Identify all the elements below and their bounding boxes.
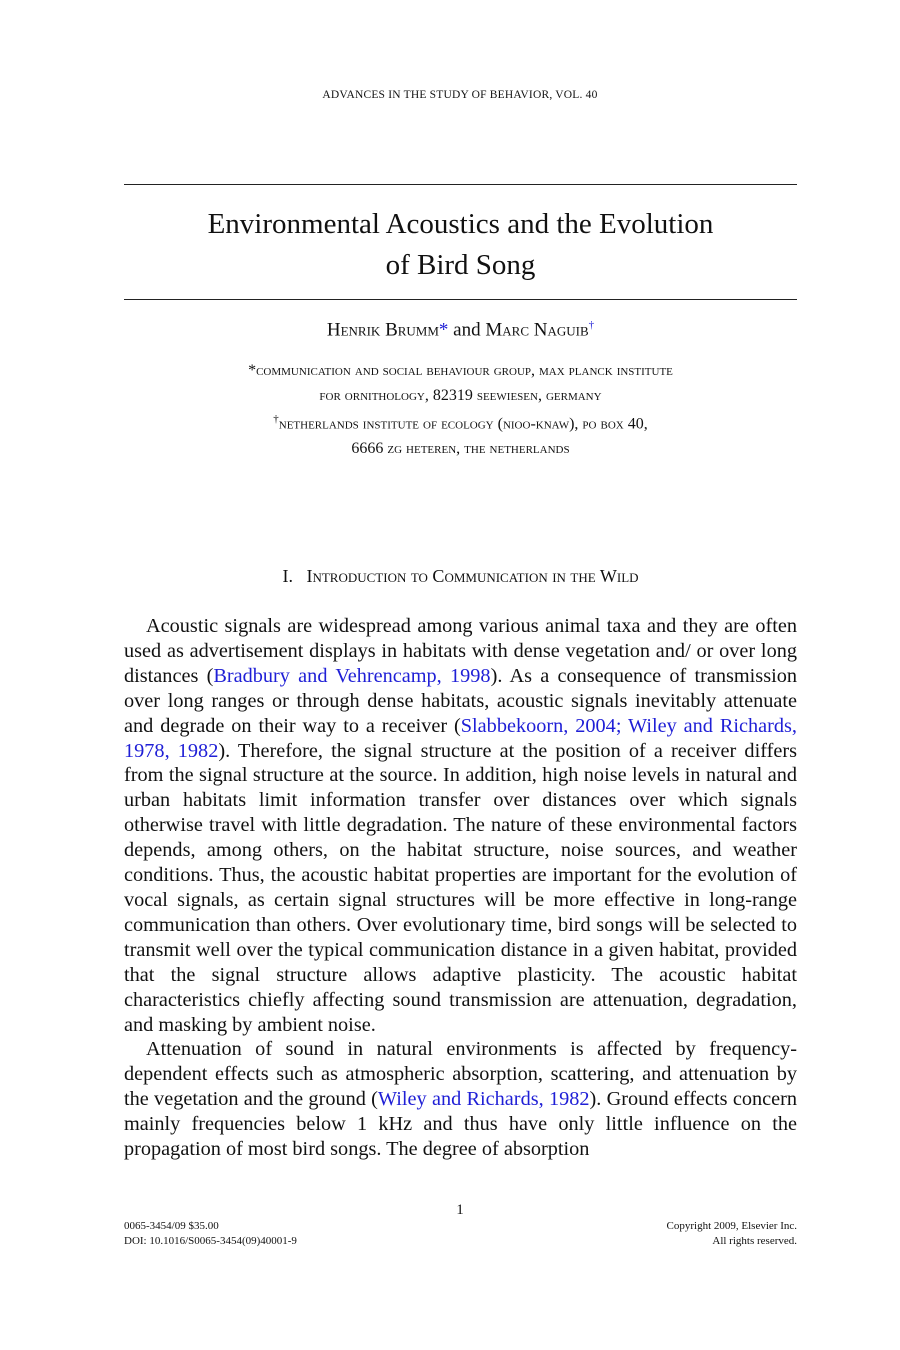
- title-line-2: of Bird Song: [385, 249, 536, 281]
- paragraph-1-text-c: ). Therefore, the signal structure at the position of a receiver differs from the signal structure at the source. In addition, high noise levels in natural and urban habitats limit information transfer over distances over which signals otherwise travel with little degradation. The nature of these environmental factors depends, among others, on the habitat structure, noise sources, and weather conditions. Thus, the acoustic habitat properties are important for the evolution of vocal signals, as certain signal structures will be more effective in long-range communication than others. Over evolutionary time, bird songs will be selected to transmit well over the typical communication distance in a given habitat, provided that the signal structure allows adaptive plasticity. The acoustic habitat characteristics chiefly affecting sound transmission are attenuation, degradation, and masking by ambient noise.: [124, 739, 797, 1036]
- author-conjunction: and: [453, 319, 481, 341]
- copyright: Copyright 2009, Elsevier Inc.: [666, 1220, 797, 1232]
- paragraph-1: [124, 614, 797, 1037]
- affiliation-1: [124, 358, 797, 408]
- affiliation-1-line-2: for ornithology, 82319 seewiesen, germany: [319, 387, 602, 404]
- citation-bradbury-1998[interactable]: Bradbury and Vehrencamp, 1998: [213, 664, 491, 687]
- rights-reserved: All rights reserved.: [712, 1235, 797, 1247]
- footer-right: [667, 1219, 797, 1249]
- paragraph-2: [124, 1037, 797, 1162]
- author-naguib-footnote-link[interactable]: †: [588, 319, 595, 331]
- affiliation-2-line-1: netherlands institute of ecology (nioo-knaw), po box 40,: [278, 415, 648, 433]
- paragraph-1-text-a: Acoustic signals are widespread among various animal taxa and they are often used as advertisement displays in habitats with dense vegetation and/ or over long distances (: [124, 615, 797, 687]
- issn-price: 0065-3454/09 $35.00: [124, 1220, 219, 1232]
- citation-slabbekoorn-wiley[interactable]: Slabbekoorn, 2004; Wiley and Richards, 1978, 1982: [124, 714, 797, 762]
- title-top-rule: [124, 184, 797, 185]
- journal-header: ADVANCES IN THE STUDY OF BEHAVIOR, VOL. 40: [322, 89, 598, 101]
- title-bottom-rule: [124, 299, 797, 300]
- affiliation-1-line-1: communication and social behaviour group, max planck institute: [256, 362, 673, 379]
- author-brumm-footnote-link[interactable]: *: [438, 319, 449, 341]
- paragraph-2-text-a: Attenuation of sound in natural environments is affected by frequency-dependent effects such as atmospheric absorption, scattering, and attenuation by the vegetation and the ground (: [124, 1038, 797, 1111]
- article-title: [124, 204, 797, 286]
- body-text: [124, 614, 797, 1162]
- author-line: [124, 319, 797, 341]
- paragraph-1-text-b: ). As a consequence of transmission over long ranges or through dense habitats, acoustic signals inevitably attenuate and degrade on their way to a receiver (: [124, 664, 798, 737]
- footer-left: [124, 1219, 297, 1249]
- affiliation-2: [124, 407, 797, 461]
- title-line-1: Environmental Acoustics and the Evolution: [207, 208, 714, 240]
- affiliation-2-mark: †: [273, 413, 279, 425]
- author-naguib: Marc Naguib: [485, 319, 589, 341]
- author-brumm: Henrik Brumm: [326, 319, 439, 341]
- affiliation-2-line-2: 6666 zg heteren, the netherlands: [351, 440, 570, 458]
- affiliation-1-mark: *: [248, 362, 257, 379]
- paragraph-2-text-b: ). Ground effects concern mainly frequencies below 1 kHz and thus have only little influence on the propagation of most bird songs. The degree of absorption: [124, 1088, 797, 1161]
- doi: DOI: 10.1016/S0065-3454(09)40001-9: [124, 1235, 297, 1247]
- citation-wiley-1982[interactable]: Wiley and Richards, 1982: [377, 1088, 590, 1111]
- section-heading: I. Introduction to Communication in the Wild: [282, 566, 639, 586]
- page-number: 1: [456, 1202, 464, 1218]
